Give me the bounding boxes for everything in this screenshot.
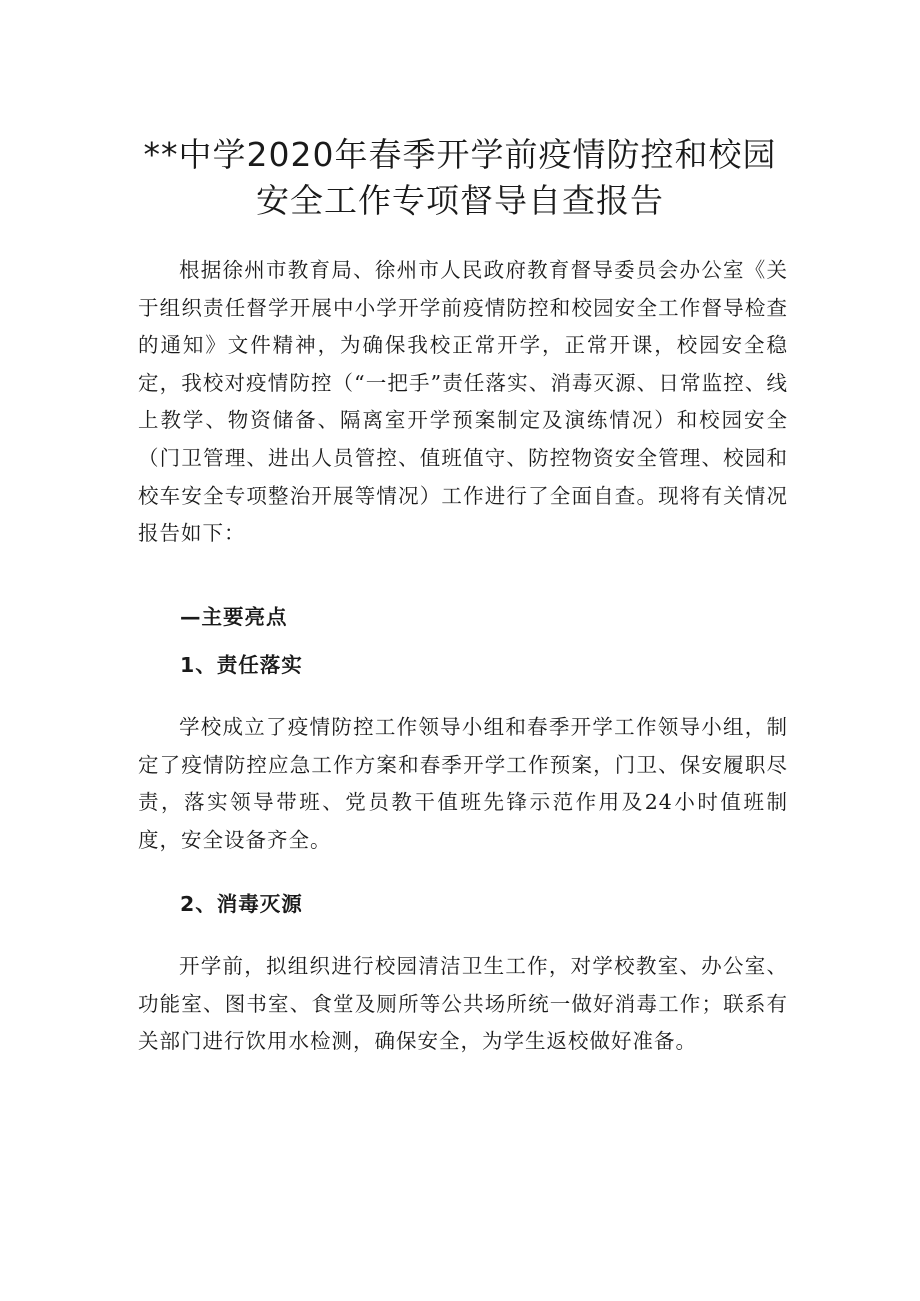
disinfection-paragraph: 开学前，拟组织进行校园清洁卫生工作，对学校教室、办公室、功能室、图书室、食堂及厕所等公共场所统一做好消毒工作；联系有关部门进行饮用水检测，确保安全，为学生返校做好准备。: [138, 954, 788, 1054]
section-heading-highlights: —主要亮点: [180, 605, 288, 629]
subsection-heading-responsibility: 1、责任落实: [180, 653, 303, 677]
intro-paragraph: 根据徐州市教育局、徐州市人民政府教育督导委员会办公室《关于组织责任督学开展中小学开学前疫情防控和校园安全工作督导检查的通知》文件精神，为确保我校正常开学，正常开课，校园安全稳定，我校对疫情防控（“一把手”责任落实、消毒灭源、日常监控、线上教学、物资储备、隔离室开学预案制定及演练情况）和校园安全（门卫管理、进出人员管控、值班值守、防控物资安全管理、校园和校车安全专项整治开展等情况）工作进行了全面自查。现将有关情况报告如下：: [138, 258, 788, 546]
responsibility-paragraph: 学校成立了疫情防控工作领导小组和春季开学工作领导小组，制定了疫情防控应急工作方案和春季开学工作预案，门卫、保安履职尽责，落实领导带班、党员教干值班先锋示范作用及24小时值班制度，安全设备齐全。: [138, 715, 788, 852]
subsection-heading-disinfection: 2、消毒灭源: [180, 892, 303, 916]
document-title-line-1: **中学2020年春季开学前疫情防控和校园: [143, 135, 777, 174]
document-title-line-2: 安全工作专项督导自查报告: [256, 181, 664, 220]
